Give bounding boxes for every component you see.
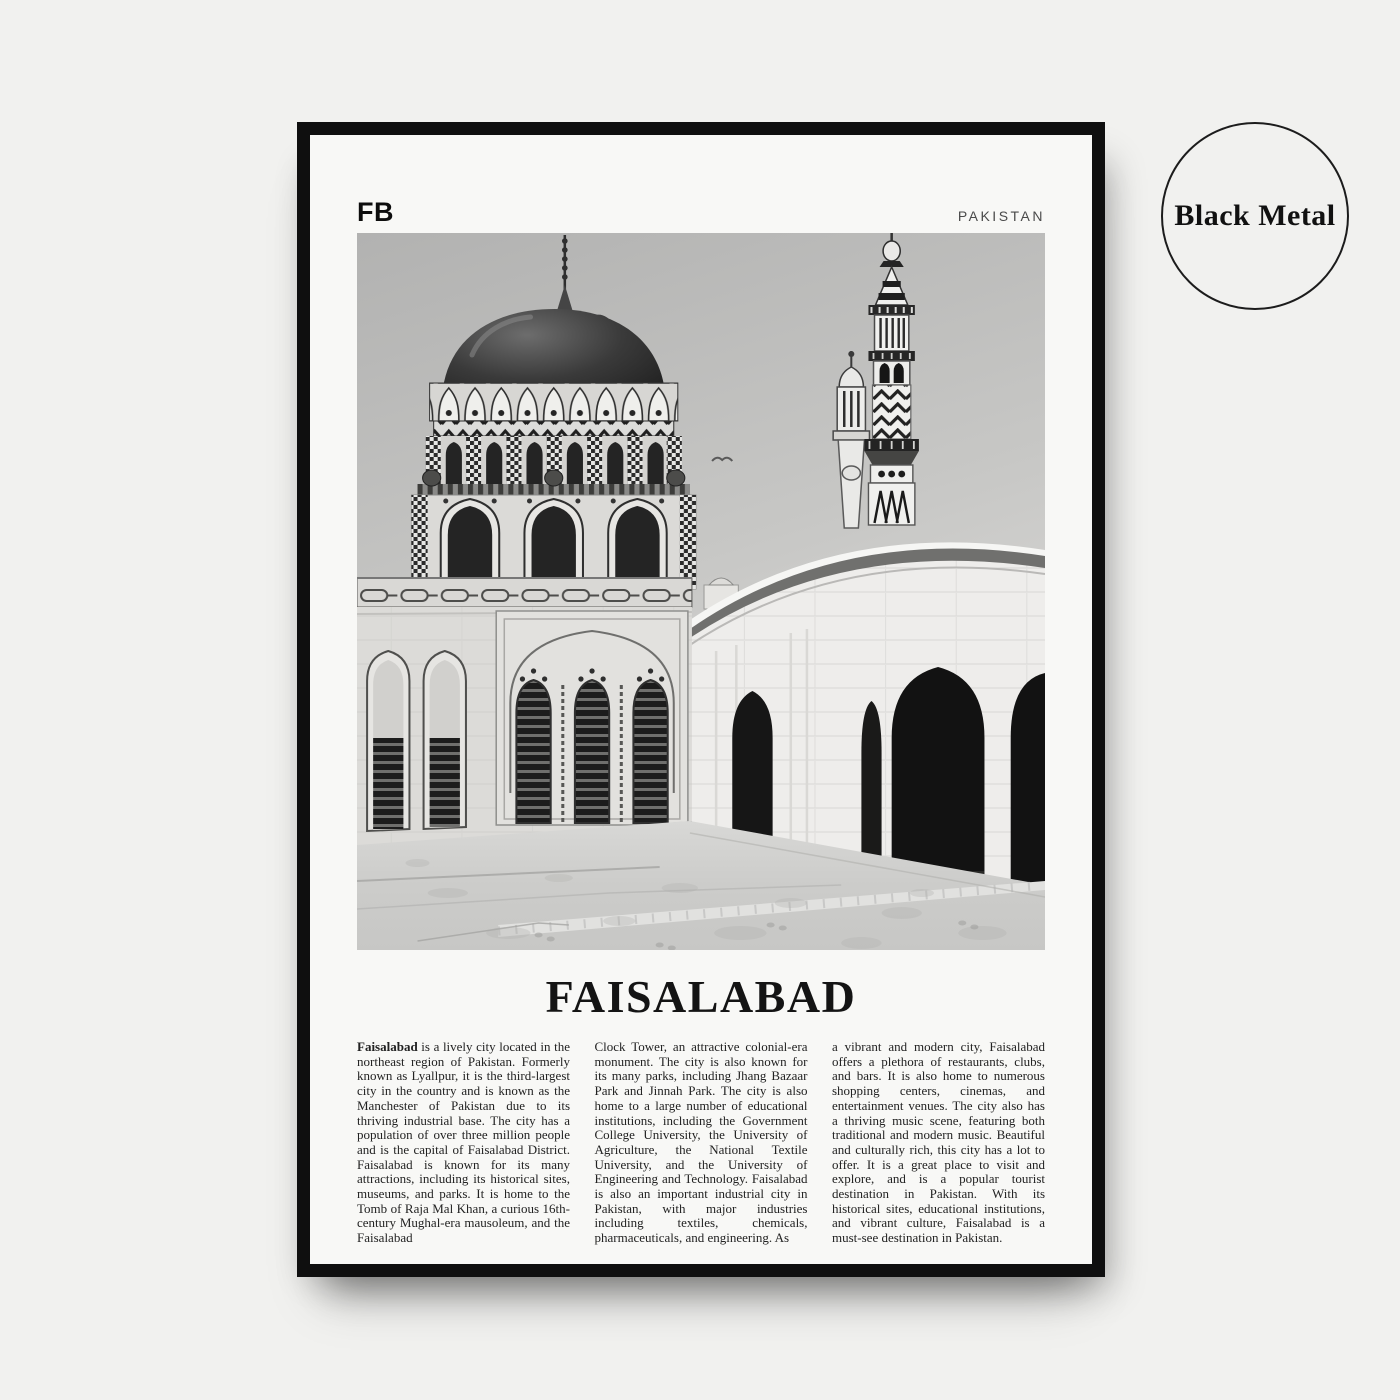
body-column-1-text: is a lively city located in the northeast region of Pakistan. Formerly known as Lyallpur, it is the third-largest city in the country and is known as the Manchester of Pakistan due to its thriving industrial base. The city has a population of over three million people and is the capital of Faisalabad District. Faisalabad is known for its many attractions, including its historical sites, museums, and parks. It is home to the Tomb of Raja Mal Khan, a curious 16th-century Mughal-era mausoleum, and the Faisalabad: [357, 1039, 570, 1246]
body-column-3: a vibrant and modern city, Faisalabad offers a plethora of restaurants, clubs, and bars. It is also home to numerous shopping centers, cinemas, and entertainment venues. The city also has a thriving music scene, featuring both traditional and modern music. Beautiful and culturally rich, this city has a lot to offer. It is a great place to visit and explore, and is a popular tourist destination in Pakistan. With its historical sites, educational institutions, and vibrant culture, Faisalabad is a must-see destination in Pakistan.: [832, 1039, 1045, 1246]
poster-frame: [297, 122, 1105, 1277]
frame-variant-badge: [1161, 122, 1349, 310]
mosque-illustration: [357, 233, 1045, 950]
poster: [310, 135, 1092, 1264]
courtyard-wall: [357, 578, 692, 851]
poster-photo: [357, 233, 1045, 950]
poster-header: [357, 199, 1045, 226]
frame-variant-label: Black Metal: [1174, 199, 1336, 232]
poster-title: FAISALABAD: [545, 971, 857, 1022]
body-lead-word: Faisalabad: [357, 1039, 418, 1054]
body-column-1: [357, 1040, 570, 1246]
body-column-2: Clock Tower, an attractive colonial-era monument. The city is also known for its many parks, including Jhang Bazaar Park and Jinnah Park. The city is also home to a large number of educational institutions, including the Government College University, the University of Agriculture, the National Textile University, and the University of Engineering and Technology. Faisalabad is also an important industrial city in Pakistan, with major industries including textiles, chemicals, pharmaceuticals, and engineering. As: [594, 1039, 808, 1246]
poster-country-label: PAKISTAN: [957, 208, 1045, 224]
poster-monogram: FB: [357, 197, 394, 227]
poster-body-text: [357, 1040, 1045, 1246]
